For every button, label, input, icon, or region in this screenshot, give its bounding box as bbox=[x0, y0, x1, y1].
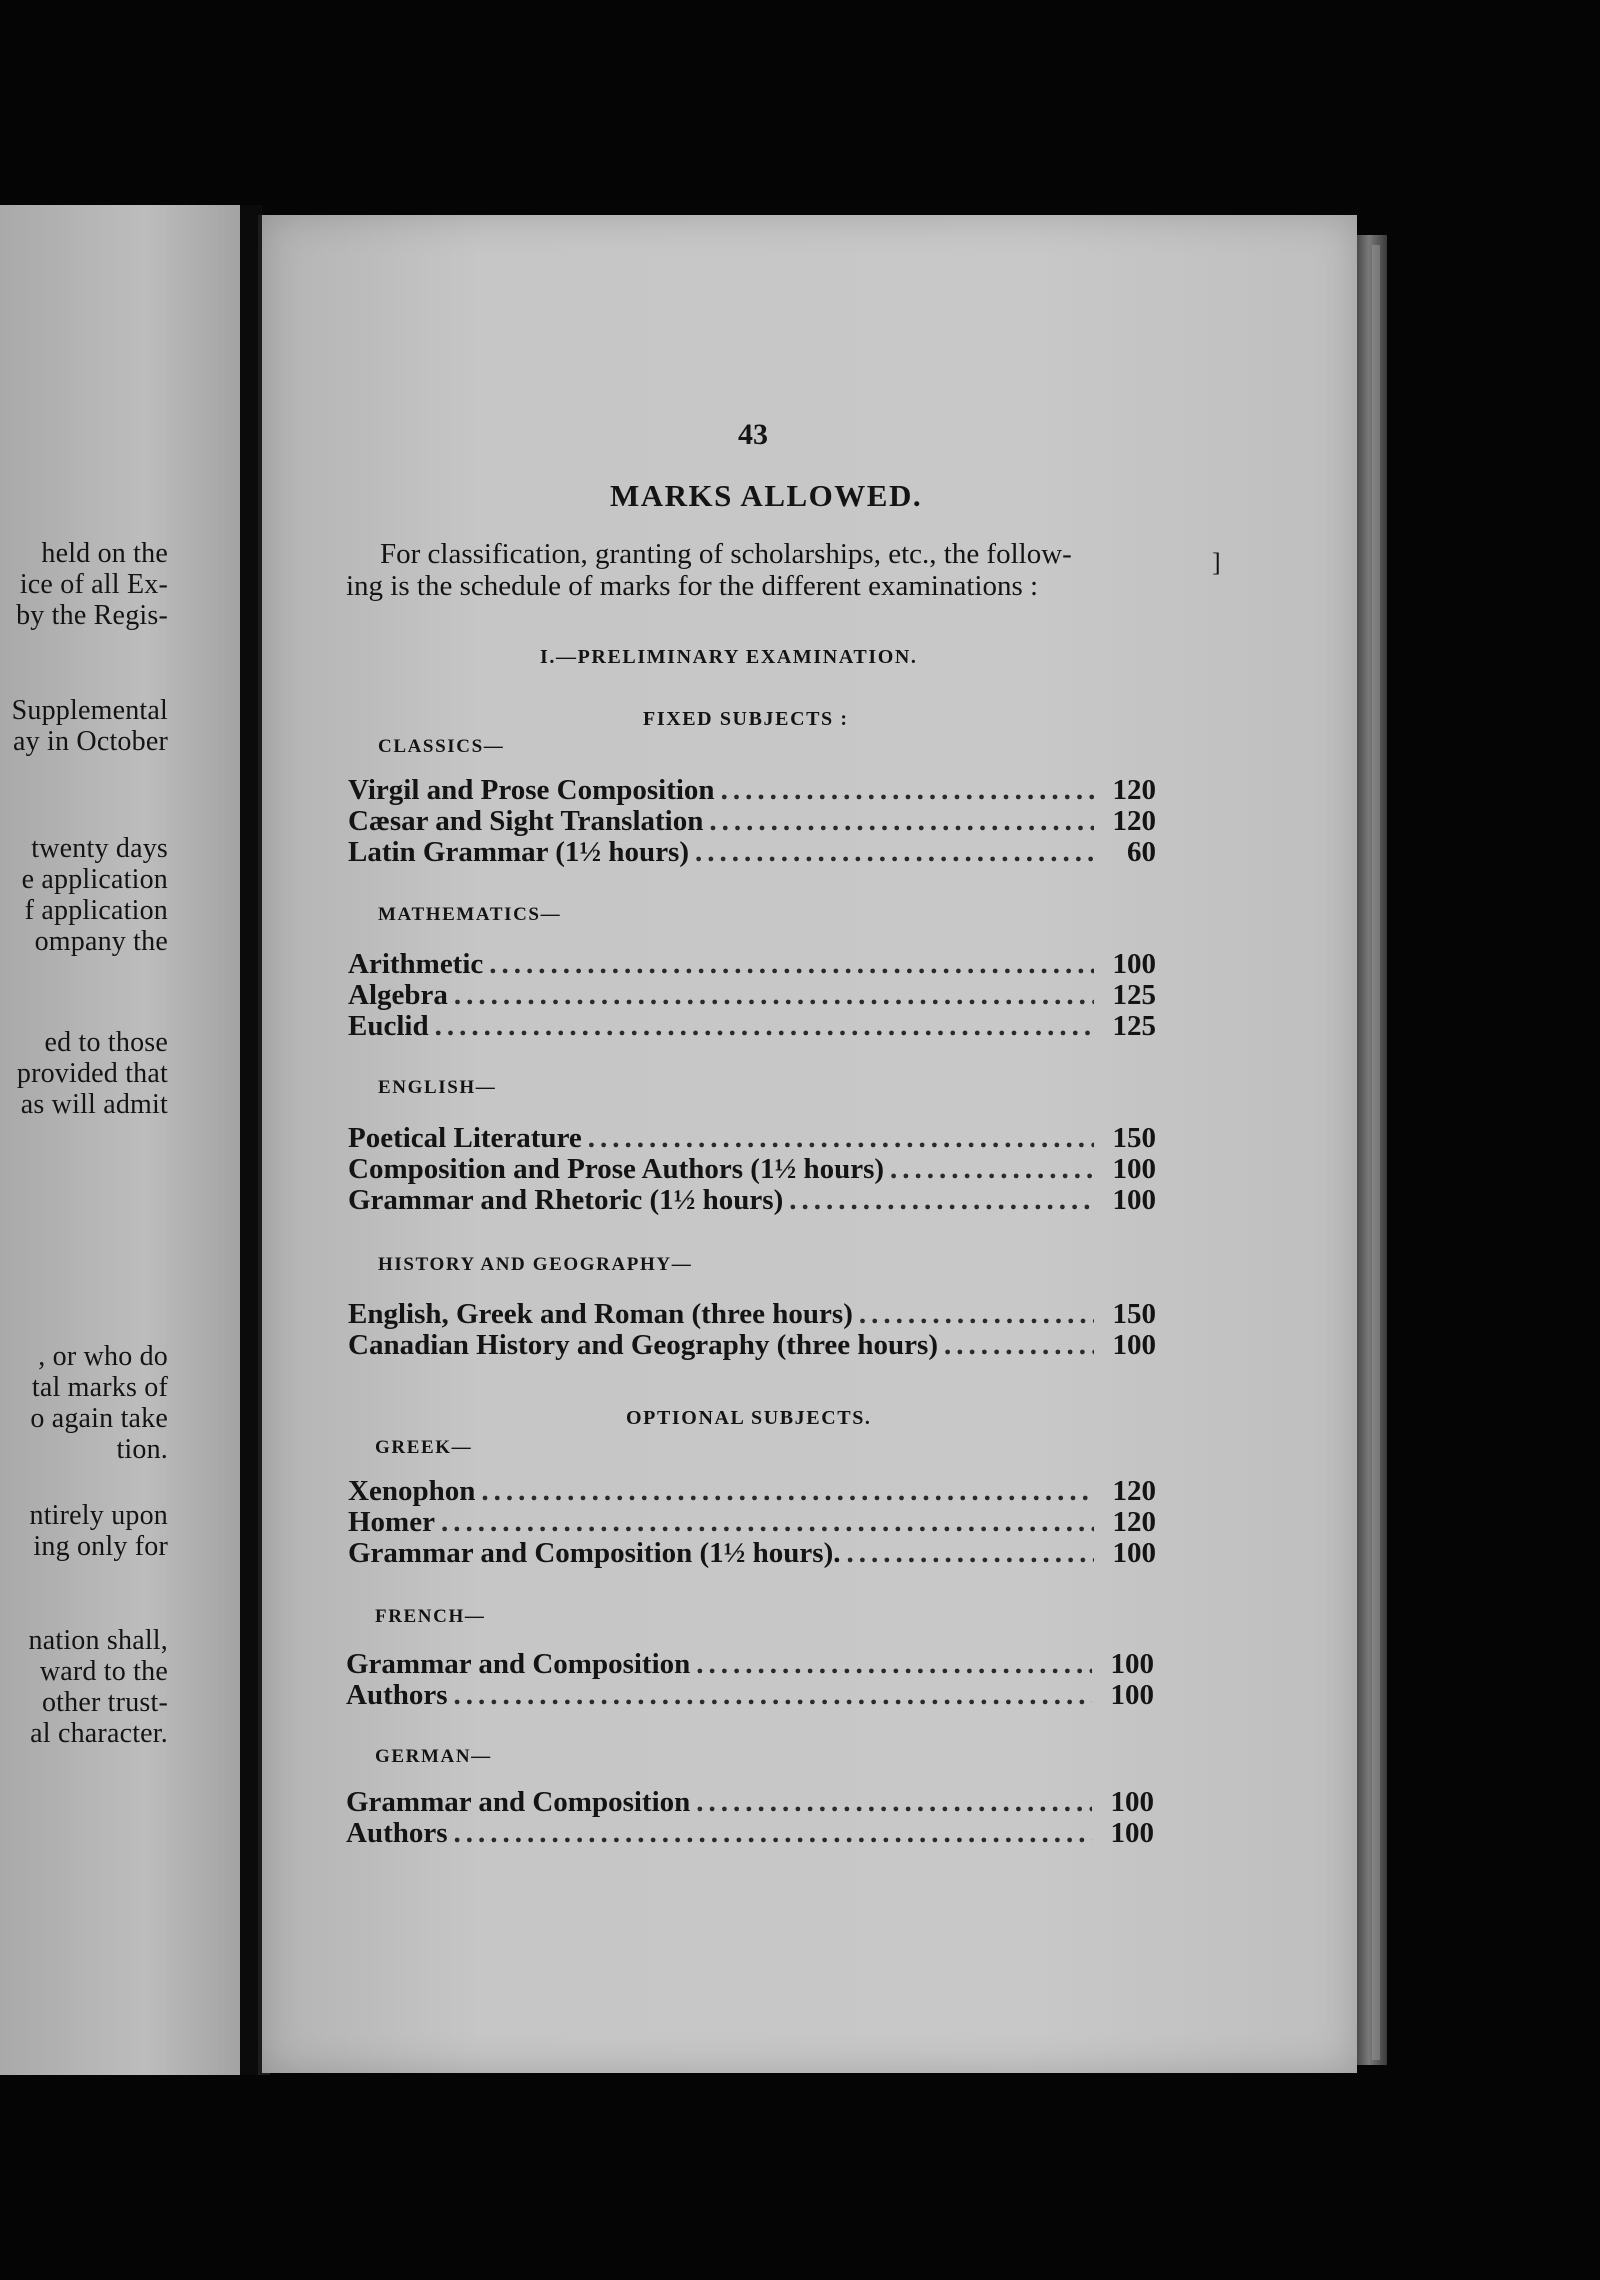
marks-value: 100 bbox=[1112, 1537, 1156, 1569]
marks-row bbox=[348, 979, 1156, 1011]
page-number: 43 bbox=[738, 418, 768, 451]
subject-name: Grammar and Composition bbox=[346, 1786, 691, 1818]
marks-row bbox=[348, 1153, 1156, 1185]
left-page-line: by the Regis- bbox=[16, 600, 168, 631]
marks-value: 150 bbox=[1112, 1122, 1156, 1154]
marks-row bbox=[348, 1506, 1156, 1538]
left-page-line: ward to the bbox=[39, 1656, 168, 1687]
leader-dots bbox=[944, 1329, 1094, 1362]
marks-row bbox=[348, 774, 1156, 806]
margin-bracket-mark: ] bbox=[1212, 548, 1221, 577]
marks-value: 100 bbox=[1112, 1153, 1156, 1185]
marks-value: 125 bbox=[1112, 1010, 1156, 1042]
subject-name: Xenophon bbox=[348, 1475, 476, 1507]
marks-row bbox=[348, 836, 1156, 868]
left-page-line: e application bbox=[21, 864, 168, 895]
marks-value: 100 bbox=[1112, 1329, 1156, 1361]
category-heading-german: GERMAN— bbox=[375, 1746, 492, 1767]
marks-value: 120 bbox=[1112, 1475, 1156, 1507]
left-page-line: al character. bbox=[30, 1718, 168, 1749]
leader-dots bbox=[789, 1184, 1094, 1217]
left-page-line: ice of all Ex- bbox=[19, 569, 168, 600]
marks-row bbox=[348, 1475, 1156, 1507]
marks-row bbox=[348, 1184, 1156, 1216]
subject-name: Grammar and Composition bbox=[346, 1648, 691, 1680]
marks-row bbox=[346, 1648, 1154, 1680]
subject-name: Algebra bbox=[348, 979, 448, 1011]
marks-value: 100 bbox=[1110, 1817, 1154, 1849]
category-heading-classics: CLASSICS— bbox=[378, 736, 505, 757]
left-page-line: other trust- bbox=[41, 1687, 168, 1718]
marks-value: 100 bbox=[1110, 1648, 1154, 1680]
subject-name: Latin Grammar (1½ hours) bbox=[348, 836, 690, 868]
marks-row bbox=[348, 1298, 1156, 1330]
leader-dots bbox=[859, 1298, 1094, 1331]
marks-value: 120 bbox=[1112, 1506, 1156, 1538]
marks-value: 100 bbox=[1112, 948, 1156, 980]
marks-row bbox=[348, 1010, 1156, 1042]
left-page-line: f application bbox=[24, 895, 168, 926]
marks-value: 120 bbox=[1112, 774, 1156, 806]
section-heading: I.—PRELIMINARY EXAMINATION. bbox=[540, 646, 918, 668]
category-heading-greek: GREEK— bbox=[375, 1437, 473, 1458]
marks-value: 60 bbox=[1127, 836, 1156, 868]
subject-name: Authors bbox=[346, 1817, 448, 1849]
leader-dots bbox=[695, 836, 1094, 869]
marks-row bbox=[348, 948, 1156, 980]
marks-value: 150 bbox=[1112, 1298, 1156, 1330]
leader-dots bbox=[454, 979, 1094, 1012]
left-page-line: provided that bbox=[16, 1058, 168, 1089]
left-page-line: tion. bbox=[116, 1434, 168, 1465]
fixed-subjects-heading: FIXED SUBJECTS : bbox=[643, 708, 849, 730]
leader-dots bbox=[890, 1153, 1094, 1186]
marks-value: 125 bbox=[1112, 979, 1156, 1011]
marks-row bbox=[346, 1786, 1154, 1818]
left-page-line: o again take bbox=[30, 1403, 168, 1434]
subject-name: Grammar and Rhetoric (1½ hours) bbox=[348, 1184, 784, 1216]
leader-dots bbox=[721, 774, 1094, 807]
marks-value: 100 bbox=[1112, 1184, 1156, 1216]
leader-dots bbox=[489, 948, 1094, 981]
marks-row bbox=[348, 1329, 1156, 1361]
marks-row bbox=[348, 1122, 1156, 1154]
left-page-line: twenty days bbox=[31, 833, 168, 864]
intro-line: For classification, granting of scholarships, etc., the follow- bbox=[380, 538, 1072, 570]
page-title: MARKS ALLOWED. bbox=[610, 478, 923, 513]
marks-value: 100 bbox=[1110, 1786, 1154, 1818]
category-heading-history: HISTORY AND GEOGRAPHY— bbox=[378, 1254, 693, 1275]
marks-row bbox=[348, 1537, 1156, 1569]
marks-row bbox=[348, 805, 1156, 837]
left-page-line: ed to those bbox=[44, 1027, 168, 1058]
category-heading-english: ENGLISH— bbox=[378, 1077, 497, 1098]
intro-line: ing is the schedule of marks for the different examinations : bbox=[346, 570, 1039, 602]
leader-dots bbox=[696, 1786, 1092, 1819]
subject-name: Poetical Literature bbox=[348, 1122, 582, 1154]
left-page bbox=[0, 205, 240, 2075]
left-page-line: nation shall, bbox=[28, 1625, 168, 1656]
left-page-line: as will admit bbox=[20, 1089, 168, 1120]
left-page-line: ing only for bbox=[33, 1531, 168, 1562]
page-edge-highlight bbox=[1372, 245, 1380, 2060]
leader-dots bbox=[588, 1122, 1094, 1155]
left-page-line: , or who do bbox=[38, 1341, 168, 1372]
subject-name: Canadian History and Geography (three hours) bbox=[348, 1329, 938, 1361]
leader-dots bbox=[454, 1679, 1092, 1712]
subject-name: Homer bbox=[348, 1506, 435, 1538]
marks-row bbox=[346, 1817, 1154, 1849]
optional-subjects-heading: OPTIONAL SUBJECTS. bbox=[626, 1407, 872, 1429]
marks-value: 100 bbox=[1110, 1679, 1154, 1711]
left-page-line: Supplemental bbox=[11, 695, 168, 726]
left-page-line: held on the bbox=[41, 538, 168, 569]
left-page-line: ay in October bbox=[13, 726, 168, 757]
subject-name: Virgil and Prose Composition bbox=[348, 774, 715, 806]
marks-value: 120 bbox=[1112, 805, 1156, 837]
category-heading-mathematics: MATHEMATICS— bbox=[378, 904, 562, 925]
subject-name: Arithmetic bbox=[348, 948, 484, 980]
left-page-line: tal marks of bbox=[31, 1372, 168, 1403]
subject-name: Cæsar and Sight Translation bbox=[348, 805, 704, 837]
leader-dots bbox=[696, 1648, 1092, 1681]
leader-dots bbox=[435, 1010, 1094, 1043]
marks-row bbox=[346, 1679, 1154, 1711]
category-heading-french: FRENCH— bbox=[375, 1606, 486, 1627]
leader-dots bbox=[709, 805, 1094, 838]
leader-dots bbox=[847, 1537, 1095, 1570]
leader-dots bbox=[441, 1506, 1094, 1539]
subject-name: Euclid bbox=[348, 1010, 429, 1042]
left-page-line: ompany the bbox=[34, 926, 168, 957]
subject-name: Authors bbox=[346, 1679, 448, 1711]
left-page-line: ntirely upon bbox=[29, 1500, 168, 1531]
subject-name: Grammar and Composition (1½ hours). bbox=[348, 1537, 841, 1569]
subject-name: Composition and Prose Authors (1½ hours) bbox=[348, 1153, 885, 1185]
intro-paragraph bbox=[346, 538, 1156, 602]
leader-dots bbox=[481, 1475, 1094, 1508]
subject-name: English, Greek and Roman (three hours) bbox=[348, 1298, 853, 1330]
leader-dots bbox=[454, 1817, 1092, 1850]
